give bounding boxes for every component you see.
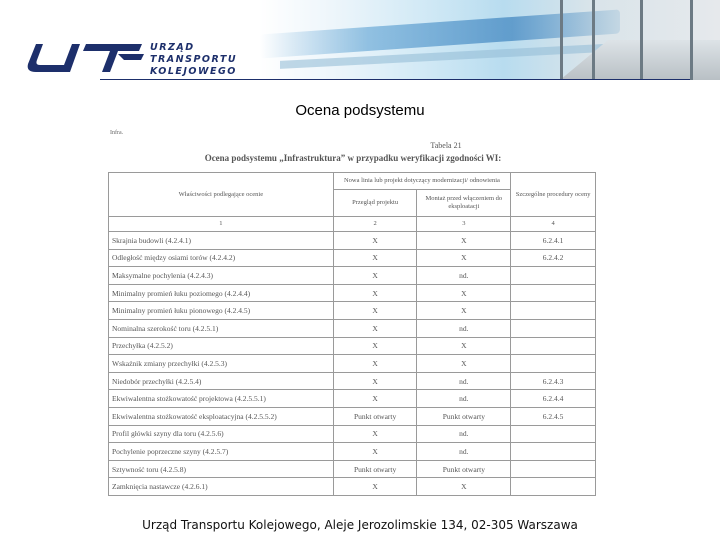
row-characteristic: Przechyłka (4.2.5.2): [109, 337, 334, 355]
row-design-review: X: [333, 478, 417, 496]
table-row: [109, 267, 596, 285]
table-row: [109, 407, 596, 425]
row-procedure: [511, 267, 596, 285]
row-procedure: [511, 284, 596, 302]
row-characteristic: Sztywność toru (4.2.5.8): [109, 460, 334, 478]
logo-line: TRANSPORTU: [150, 54, 238, 65]
row-design-review: X: [333, 302, 417, 320]
row-design-review: X: [333, 232, 417, 250]
row-procedure: [511, 302, 596, 320]
row-assembly: X: [417, 232, 511, 250]
table-row: [109, 249, 596, 267]
row-assembly: X: [417, 337, 511, 355]
row-characteristic: Profil główki szyny dla toru (4.2.5.6): [109, 425, 334, 443]
row-procedure: [511, 443, 596, 461]
row-procedure: [511, 425, 596, 443]
logo-line: KOLEJOWEGO: [150, 66, 237, 77]
row-design-review: X: [333, 372, 417, 390]
column-header-procedure: Szczególne procedury oceny: [511, 173, 596, 217]
document-note: Infra.: [110, 130, 124, 136]
table-row: [109, 460, 596, 478]
row-characteristic: Nominalna szerokość toru (4.2.5.1): [109, 319, 334, 337]
table-row: [109, 390, 596, 408]
row-procedure: [511, 355, 596, 373]
table-row: [109, 355, 596, 373]
row-assembly: X: [417, 249, 511, 267]
row-design-review: X: [333, 425, 417, 443]
row-characteristic: Ekwiwalentna stożkowatość eksploatacyjna (4.2.5.5.2): [109, 407, 334, 425]
row-characteristic: Minimalny promień łuku poziomego (4.2.4.4): [109, 284, 334, 302]
row-assembly: X: [417, 355, 511, 373]
row-design-review: X: [333, 249, 417, 267]
table-title: Ocena podsystemu „Infrastruktura” w przypadku weryfikacji zgodności WI:: [204, 153, 502, 163]
column-header-group: Nowa linia lub projekt dotyczący modernizacji/ odnowienia: [333, 173, 510, 190]
table-row: [109, 443, 596, 461]
row-assembly: nd.: [417, 390, 511, 408]
column-number: 3: [417, 217, 511, 232]
column-header-assembly: Montaż przed włączeniem do eksploatacji: [417, 190, 511, 217]
utk-logo-icon: [26, 40, 146, 76]
catenary-pole: [592, 0, 595, 80]
row-characteristic: Wskaźnik zmiany przechyłki (4.2.5.3): [109, 355, 334, 373]
row-assembly: X: [417, 284, 511, 302]
row-design-review: X: [333, 284, 417, 302]
table-row: [109, 302, 596, 320]
row-design-review: X: [333, 319, 417, 337]
row-characteristic: Ekwiwalentna stożkowatość projektowa (4.2.5.5.1): [109, 390, 334, 408]
table-row: [109, 425, 596, 443]
column-header-design-review: Przegląd projektu: [333, 190, 417, 217]
row-procedure: 6.2.4.4: [511, 390, 596, 408]
row-assembly: Punkt otwarty: [417, 407, 511, 425]
table-row: [109, 372, 596, 390]
row-assembly: Punkt otwarty: [417, 460, 511, 478]
row-assembly: nd.: [417, 319, 511, 337]
row-procedure: 6.2.4.1: [511, 232, 596, 250]
row-assembly: nd.: [417, 372, 511, 390]
column-number: 4: [511, 217, 596, 232]
column-number: 1: [109, 217, 334, 232]
row-assembly: X: [417, 302, 511, 320]
table-number-text: Tabela 21: [430, 141, 462, 150]
logo-line: URZĄD: [150, 42, 195, 53]
row-characteristic: Niedobór przechyłki (4.2.5.4): [109, 372, 334, 390]
row-characteristic: Maksymalne pochylenia (4.2.4.3): [109, 267, 334, 285]
row-procedure: 6.2.4.3: [511, 372, 596, 390]
assessment-table: [108, 172, 596, 496]
catenary-pole: [640, 0, 643, 80]
row-procedure: [511, 478, 596, 496]
catenary-pole: [560, 0, 563, 80]
row-assembly: nd.: [417, 267, 511, 285]
row-procedure: [511, 319, 596, 337]
row-design-review: Punkt otwarty: [333, 407, 417, 425]
row-design-review: Punkt otwarty: [333, 460, 417, 478]
slide-title: Ocena podsystemu: [295, 102, 425, 119]
row-procedure: [511, 337, 596, 355]
row-characteristic: Odległość między osiami torów (4.2.4.2): [109, 249, 334, 267]
row-characteristic: Minimalny promień łuku pionowego (4.2.4.5): [109, 302, 334, 320]
header-banner: [0, 0, 720, 80]
row-characteristic: Skrajnia budowli (4.2.4.1): [109, 232, 334, 250]
row-assembly: nd.: [417, 443, 511, 461]
header-divider: [100, 79, 690, 80]
row-design-review: X: [333, 390, 417, 408]
row-characteristic: Zamknięcia nastawcze (4.2.6.1): [109, 478, 334, 496]
row-procedure: [511, 460, 596, 478]
column-number: 2: [333, 217, 417, 232]
table-number: [110, 141, 596, 150]
row-procedure: 6.2.4.5: [511, 407, 596, 425]
row-procedure: 6.2.4.2: [511, 249, 596, 267]
table-row: [109, 478, 596, 496]
row-design-review: X: [333, 337, 417, 355]
row-design-review: X: [333, 267, 417, 285]
table-row: [109, 232, 596, 250]
row-assembly: nd.: [417, 425, 511, 443]
table-row: [109, 337, 596, 355]
table-row: [109, 319, 596, 337]
row-assembly: X: [417, 478, 511, 496]
table-body: [109, 232, 596, 496]
catenary-pole: [690, 0, 693, 80]
column-header-characteristic: Właściwości podlegające ocenie: [109, 173, 334, 217]
logo-wordmark: [150, 42, 237, 78]
row-characteristic: Pochylenie poprzeczne szyny (4.2.5.7): [109, 443, 334, 461]
row-design-review: X: [333, 443, 417, 461]
row-design-review: X: [333, 355, 417, 373]
footer-address: Urząd Transportu Kolejowego, Aleje Jerozolimskie 134, 02-305 Warszawa: [142, 518, 578, 532]
table-row: [109, 284, 596, 302]
